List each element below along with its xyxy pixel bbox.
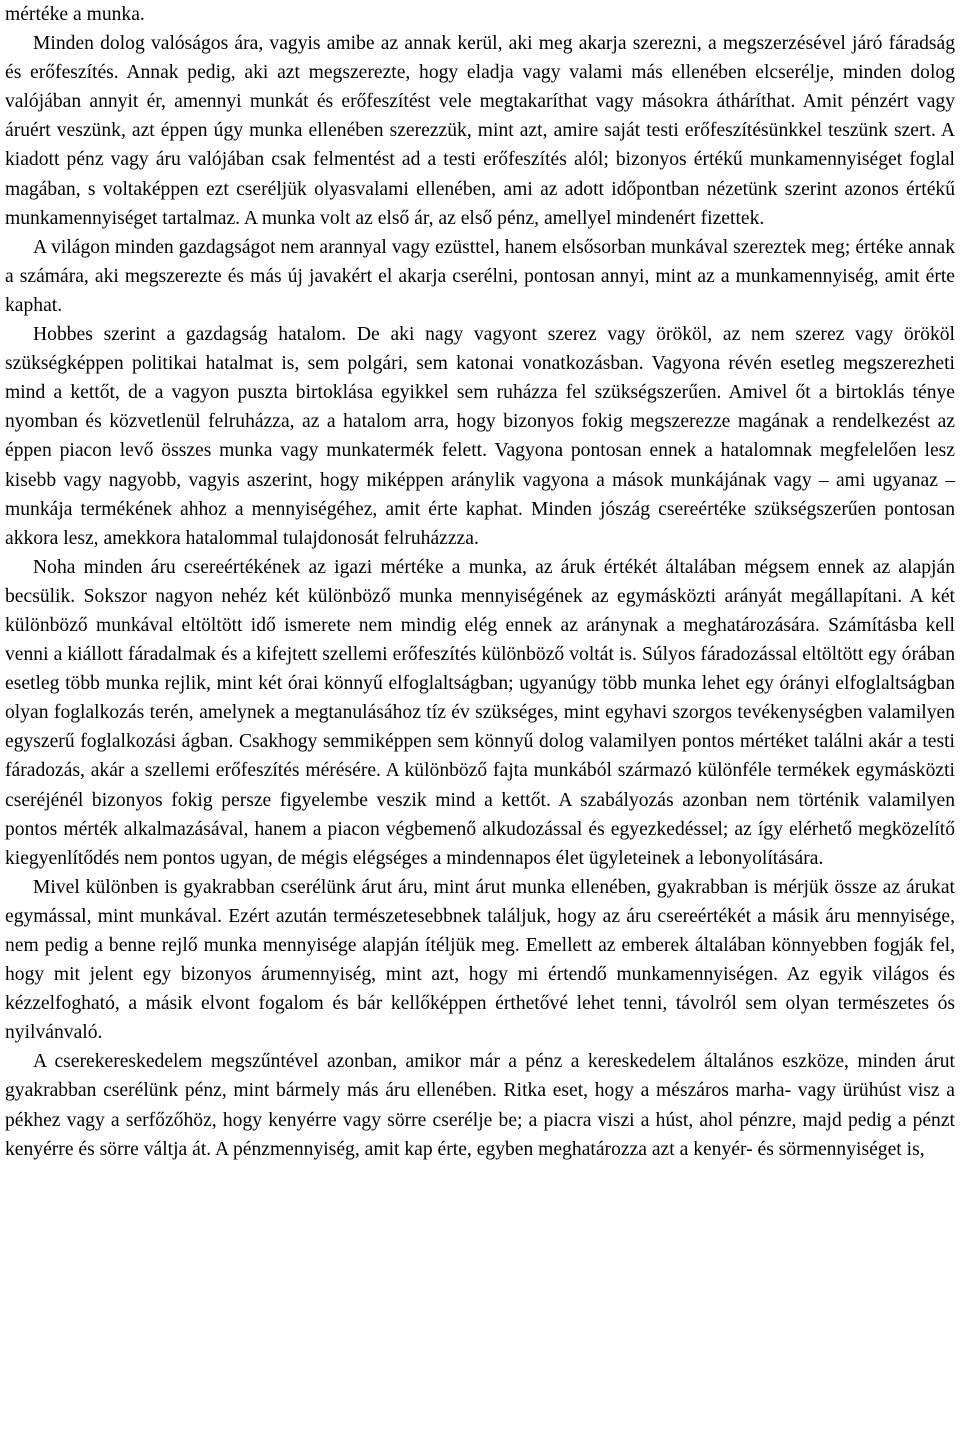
paragraph-3: A világon minden gazdagságot nem arannyal vagy ezüsttel, hanem elsősorban munkával szereztek meg; értéke annak a számára, aki megszerezte és más új javakért el akarja cserélni, pontosan annyi, mint az a munkamennyiség, amit érte kaphat.: [5, 236, 955, 316]
document-page: [5, 0, 955, 1164]
paragraph-2: Minden dolog valóságos ára, vagyis amibe az annak kerül, aki meg akarja szerezni, a megszerzésével járó fáradság és erőfeszítés. Annak pedig, aki azt megszerezte, hogy eladja vagy valami más ellenében elcserélje, minden dolog valójában annyit ér, amennyi munkát és erőfeszítést vele megtakaríthat vagy másokra átháríthat. Amit pénzért vagy áruért veszünk, azt éppen úgy munka ellenében szerezzük, mint azt, amire saját testi erőfeszítésünkkel teszünk szert. A kiadott pénz vagy áru valójában csak felmentést ad a testi erőfeszítés alól; bizonyos értékű munkamennyiséget foglal magában, s voltaképpen ezt cseréljük olyasvalami ellenében, ami az adott időpontban nézetünk szerint azonos értékű munkamennyiséget tartalmaz. A munka volt az első ár, az első pénz, amellyel mindenért fizettek.: [5, 33, 955, 229]
paragraph-5: Noha minden áru csereértékének az igazi mértéke a munka, az áruk értékét általában mégsem ennek az alapján becsülik. Sokszor nagyon nehéz két különböző munka mennyiségének az egymásközti arányát megállapítani. A két különböző munkával eltöltött idő ismerete nem mindig elég ennek az aránynak a meghatározására. Számításba kell venni a kiállott fáradalmak és a kifejtett szellemi erőfeszítés különböző voltát is. Súlyos fáradozással eltöltött egy órában esetleg több munka rejlik, mint két órai könnyű elfoglaltságban; ugyanúgy több munka lehet egy órányi elfoglaltságban olyan foglalkozás terén, amelynek a megtanulásához tíz év szükséges, mint egyhavi szorgos tevékenységben valamilyen egyszerű foglalkozási ágban. Csakhogy semmiképpen sem könnyű dolog valamilyen pontos mértéket találni akár a testi fáradozás, akár a szellemi erőfeszítés mérésére. A különböző fajta munkából származó különféle termékek egymásközti cseréjénél bizonyos fokig persze figyelembe veszik mind a kettőt. A szabályozás azonban nem történik valamilyen pontos mérték alkalmazásával, hanem a piacon végbemenő alkudozással és egyezkedéssel; az így elérhető megközelítő kiegyenlítődés nem pontos ugyan, de mégis elégséges a mindennapos élet ügyleteinek a lebonyolítására.: [5, 556, 955, 869]
paragraph-6: Mivel különben is gyakrabban cserélünk árut áru, mint árut munka ellenében, gyakrabban is mérjük össze az árukat egymással, mint munkával. Ezért azután természetesebbnek találjuk, hogy az áru csereértékét a másik áru mennyisége, nem pedig a benne rejlő munka mennyisége alapján ítéljük meg. Emellett az emberek általában könnyebben fogják fel, hogy mit jelent egy bizonyos árumennyiség, mint azt, hogy mi értendő munkamennyiségen. Az egyik világos és kézzelfogható, a másik elvont fogalom és bár kellőképpen érthetővé lehet tenni, távolról sem olyan természetes ós nyilvánvaló.: [5, 876, 955, 1044]
paragraph-4: Hobbes szerint a gazdagság hatalom. De aki nagy vagyont szerez vagy örököl, az nem szerez vagy örököl szükségképpen politikai hatalmat is, sem polgári, sem katonai vonatkozásban. Vagyona révén esetleg megszerezheti mind a kettőt, de a vagyon puszta birtoklása egyikkel sem ruházza fel szükségszerűen. Amivel őt a birtoklás ténye nyomban és közvetlenül felruházza, az a hatalom arra, hogy bizonyos fokig megszerezze magának a rendelkezést az éppen piacon levő összes munka vagy munkatermék felett. Vagyona pontosan ennek a hatalomnak megfelelően lesz kisebb vagy nagyobb, vagyis aszerint, hogy miképpen aránylik vagyona a mások munkájának vagy – ami ugyanaz – munkája termékének ahhoz a mennyiségéhez, amit érte kaphat. Minden jószág csereértéke szükségszerűen pontosan akkora lesz, amekkora hatalommal tulajdonosát felruházzza.: [5, 324, 955, 549]
paragraph-7: A cserekereskedelem megszűntével azonban, amikor már a pénz a kereskedelem általános eszköze, minden árut gyakrabban cserélünk pénz, mint bármely más áru ellenében. Ritka eset, hogy a mészáros marha- vagy ürühúst visz a pékhez vagy a serfőzőhöz, hogy kenyérre vagy sörre cserélje be; a piacra viszi a húst, ahol pénzre, majd pedig a pénzt kenyérre és sörre váltja át. A pénzmennyiség, amit kap érte, egyben meghatározza azt a kenyér- és sörmennyiséget is,: [5, 1051, 955, 1160]
paragraph-1: mértéke a munka.: [5, 4, 145, 25]
